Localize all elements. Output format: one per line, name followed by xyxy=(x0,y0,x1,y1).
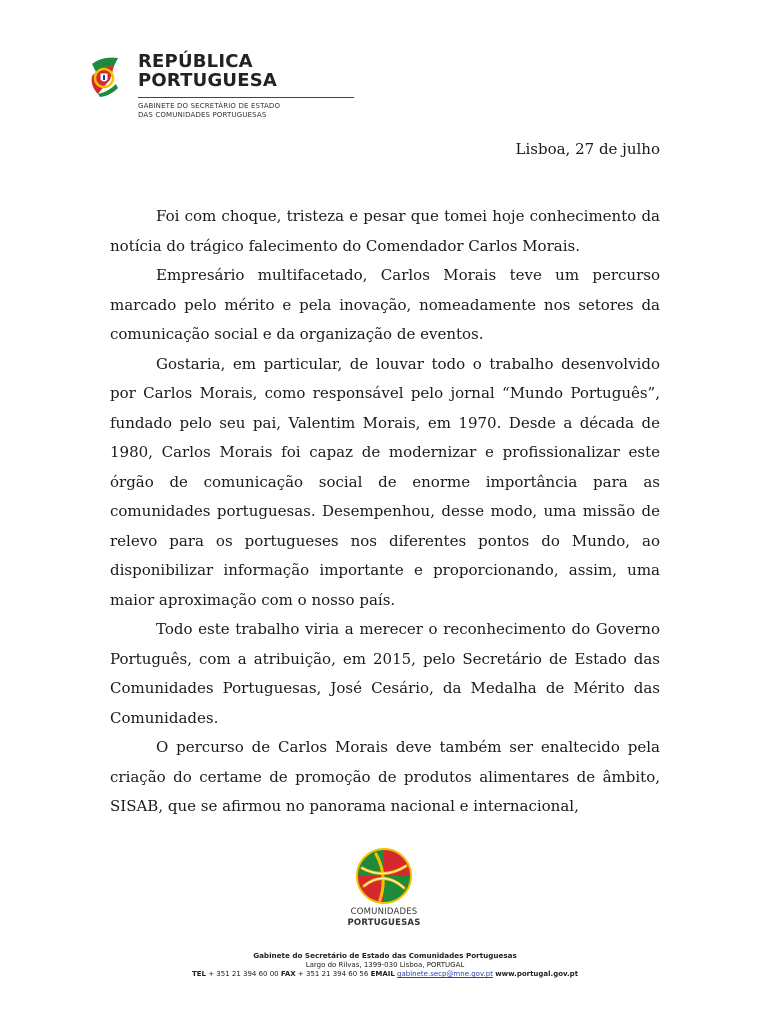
footer-contacts-line xyxy=(0,970,770,980)
comunidades-logo xyxy=(336,846,432,942)
footer-address: Largo do Rilvas, 1399-030 Lisboa, PORTUGAL xyxy=(305,960,465,969)
office-name xyxy=(138,102,280,120)
paragraph-3: Gostaria, em particular, de louvar todo o trabalho desenvolvido por Carlos Morais, como responsável pelo jornal “Mundo Português”, fundado pelo seu pai, Valentim Morais, em 1970. Desde a década de 1980, Carlos Morais foi capaz de modernizar e profissionalizar este órgão de comunicação social de enorme importância para as comunidades portuguesas. Desempenhou, desse modo, uma missão de relevo para os portugueses nos diferentes pontos do Mundo, ao disponibilizar informação importante e proporcionando, assim, uma maior aproximação com o nosso país. xyxy=(110,354,660,609)
fax-label: FAX xyxy=(280,970,296,978)
paragraph-5: O percurso de Carlos Morais deve também ser enaltecido pela criação do certame de promoção de produtos alimentares de âmbito, SISAB, que se afirmou no panorama nacional e internacional, xyxy=(110,738,660,815)
paragraph-4: Todo este trabalho viria a merecer o reconhecimento do Governo Português, com a atribuição, em 2015, pelo Secretário de Estado das Comunidades Portuguesas, José Cesário, da Medalha de Mérito das Comunidades. xyxy=(110,620,660,727)
portuguese-republic-emblem-icon xyxy=(88,54,124,98)
comunidades-portuguesas-logo-icon xyxy=(354,846,414,906)
letter-body xyxy=(110,202,660,822)
header-divider xyxy=(138,97,354,98)
republic-name-line1: REPÚBLICA xyxy=(138,51,253,72)
tel-value: + 351 21 394 60 00 xyxy=(208,970,279,978)
email-link[interactable]: gabinete.secp@mne.gov.pt xyxy=(397,970,493,978)
logo-text-line2: PORTUGUESAS xyxy=(347,918,421,928)
footer-office: Gabinete do Secretário de Estado das Comunidades Portuguesas xyxy=(253,951,517,960)
letter-date: Lisboa, 27 de julho xyxy=(515,140,660,158)
logo-text-line1: COMUNIDADES xyxy=(350,907,418,917)
tel-label: TEL xyxy=(191,970,206,978)
paragraph-2: Empresário multifacetado, Carlos Morais teve um percurso marcado pelo mérito e pela inovação, nomeadamente nos setores da comunicação social e da organização de eventos. xyxy=(110,266,660,343)
letterhead xyxy=(88,50,328,125)
website-link[interactable]: www.portugal.gov.pt xyxy=(495,970,579,978)
office-name-line2: DAS COMUNIDADES PORTUGUESAS xyxy=(138,111,267,119)
fax-value: + 351 21 394 60 56 xyxy=(297,970,369,978)
paragraph-1: Foi com choque, tristeza e pesar que tomei hoje conhecimento da notícia do trágico falecimento do Comendador Carlos Morais. xyxy=(110,207,660,255)
email-label: EMAIL xyxy=(370,970,395,978)
office-name-line1: GABINETE DO SECRETÁRIO DE ESTADO xyxy=(138,102,281,110)
footer-contact xyxy=(0,951,770,980)
republic-name xyxy=(138,52,277,90)
republic-name-line2: PORTUGUESA xyxy=(138,70,278,91)
